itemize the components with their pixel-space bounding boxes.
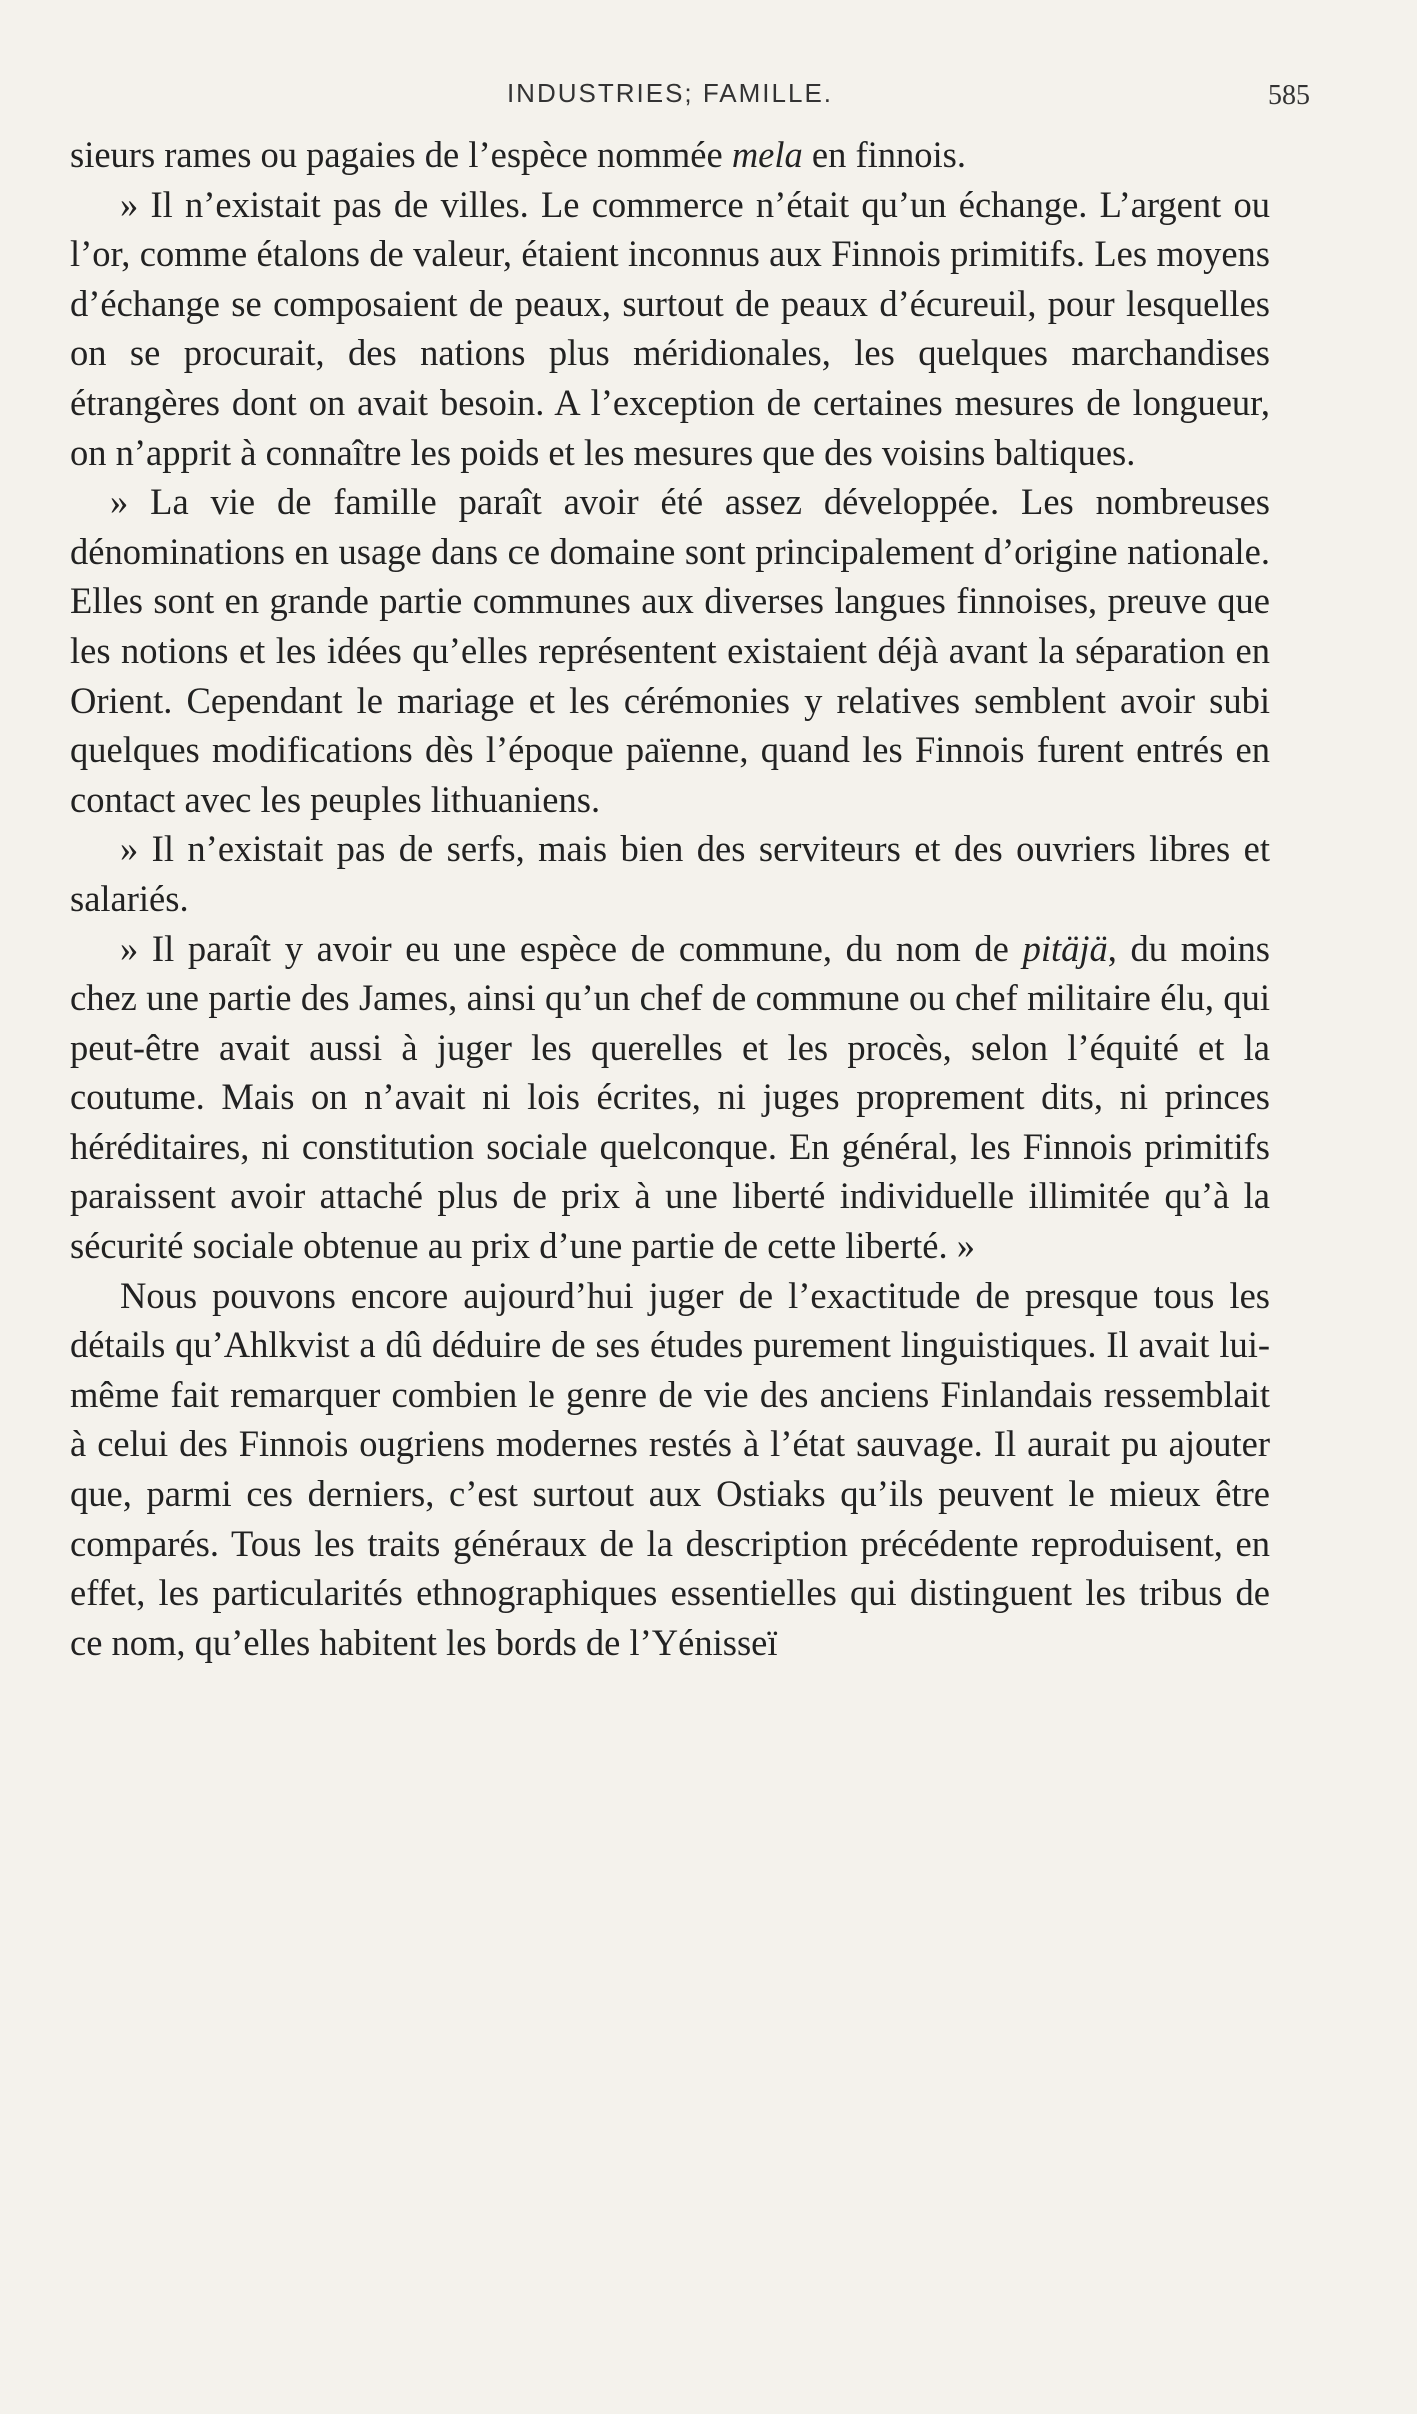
italic-term-mela: mela <box>731 134 803 175</box>
running-title: INDUSTRIES; FAMILLE. <box>506 78 834 108</box>
italic-term-pitaja: pitäjä <box>1022 927 1108 969</box>
paragraph-2: » Il n’existait pas de villes. Le commerce n’était qu’un échange. L’argent ou l’or, comme étalons de valeur, étaient inconnus aux Finnois primitifs. Les moyens d’échange se composaient de peaux, surtout de peaux d’écureuil, pour lesquelles on se procurait, des nations plus méridionales, les quelques marchandises étrangères dont on avait besoin. A l’exception de certaines mesures de longueur, on n’apprit à connaître les poids et les mesures que des voisins baltiques. <box>70 183 1270 473</box>
running-head <box>70 78 1310 128</box>
page-number: 585 <box>1268 80 1310 111</box>
book-page <box>70 0 1310 2414</box>
body-text <box>70 130 1270 1667</box>
paragraph-1: sieurs rames ou pagaies de l’espèce nommée mela en finnois. <box>70 134 966 175</box>
paragraph-5: » Il paraît y avoir eu une espèce de commune, du nom de pitäjä, du moins chez une partie des James, ainsi qu’un chef de commune ou chef militaire élu, qui peut-être avait aussi à juger les querelles et les procès, selon l’équité et la coutume. Mais on n’avait ni lois écrites, ni juges proprement dits, ni princes héréditaires, ni constitution sociale quelconque. En général, les Finnois primitifs paraissent avoir attaché plus de prix à une liberté individuelle illimitée qu’à la sécurité sociale obtenue au prix d’une partie de cette liberté. » <box>70 927 1270 1267</box>
paragraph-6: Nous pouvons encore aujourd’hui juger de l’exactitude de presque tous les détails qu’Ahlkvist a dû déduire de ses études purement linguistiques. Il avait lui-même fait remarquer combien le genre de vie des anciens Finlandais ressemblait à celui des Finnois ougriens modernes restés à l’état sauvage. Il aurait pu ajouter que, parmi ces derniers, c’est surtout aux Ostiaks qu’ils peuvent le mieux être comparés. Tous les traits généraux de la description précédente reproduisent, en effet, les particularités ethnographiques essentielles qui distinguent les tribus de ce nom, qu’elles habitent les bords de l’Yénisseï <box>70 1274 1270 1663</box>
paragraph-3: » La vie de famille paraît avoir été assez développée. Les nombreuses dénominations en usage dans ce domaine sont principalement d’origine nationale. Elles sont en grande partie communes aux diverses langues finnoises, preuve que les notions et les idées qu’elles représentent existaient déjà avant la séparation en Orient. Cependant le mariage et les cérémonies y relatives semblent avoir subi quelques modifications dès l’époque païenne, quand les Finnois furent entrés en contact avec les peuples lithuaniens. <box>70 481 1270 820</box>
paragraph-4: » Il n’existait pas de serfs, mais bien des serviteurs et des ouvriers libres et salariés. <box>70 828 1270 919</box>
